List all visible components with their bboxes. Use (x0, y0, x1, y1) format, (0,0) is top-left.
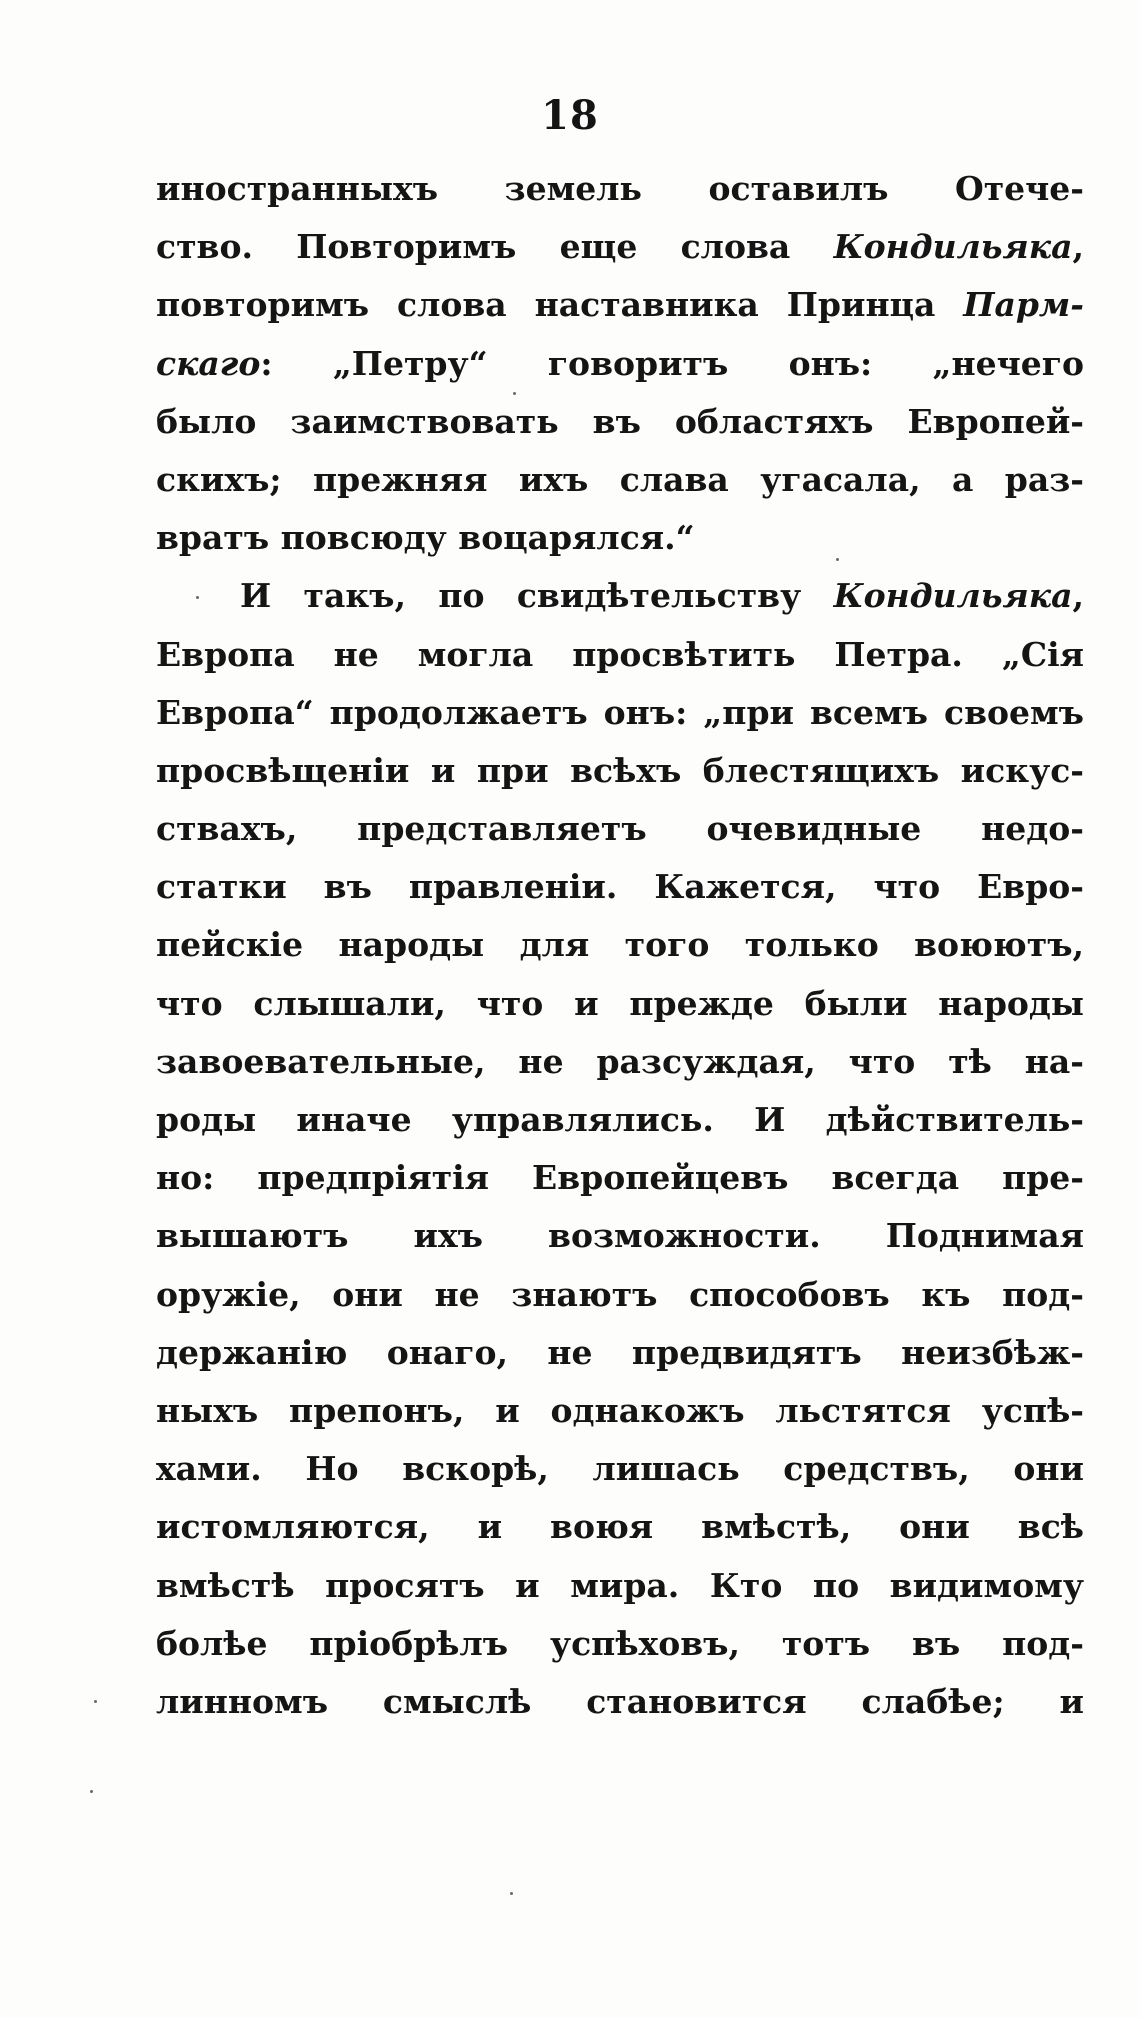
text-segment: : „Петру“ говоритъ онъ: „нечего (260, 343, 1084, 383)
text-segment: , (1072, 576, 1084, 616)
text-segment: ство. Повторимъ еще слова (156, 227, 834, 267)
text-line (156, 1266, 1084, 1324)
body-text (156, 160, 1084, 1731)
text-line (156, 451, 1084, 509)
text-line (156, 276, 1084, 334)
italic-text-segment: Кондильяка (833, 227, 1073, 267)
text-segment: вратъ повсюду воцарялся.“ (156, 518, 695, 558)
text-line (156, 1557, 1084, 1615)
text-segment: статки въ правленіи. Кажется, что Евро- (156, 867, 1084, 907)
print-speck (836, 558, 839, 561)
text-line (156, 1673, 1084, 1731)
text-segment: просвѣщеніи и при всѣхъ блестящихъ искус- (156, 750, 1084, 790)
text-line (156, 684, 1084, 742)
text-segment: пейскіе народы для того только воюютъ, (156, 925, 1084, 965)
text-segment: иностранныхъ земель оставилъ Отече- (156, 169, 1084, 208)
text-segment: Европа“ продолжаетъ онъ: „при всемъ своемъ (156, 692, 1084, 732)
italic-text-segment: Парм- (963, 285, 1084, 325)
text-line (156, 1382, 1084, 1440)
text-line (156, 160, 1084, 218)
text-line (156, 916, 1084, 974)
print-speck (510, 1892, 513, 1895)
text-line (156, 1149, 1084, 1207)
text-segment: , (1072, 227, 1084, 267)
text-segment: ствахъ, представляетъ очевидные недо- (156, 809, 1084, 849)
text-line (156, 626, 1084, 684)
text-line (156, 1207, 1084, 1265)
text-line (156, 567, 1084, 625)
text-line (156, 1615, 1084, 1673)
text-line (156, 1440, 1084, 1498)
text-segment: держанію онаго, не предвидятъ неизбѣж- (156, 1332, 1084, 1372)
page-number: 18 (541, 92, 599, 139)
text-segment: хами. Но вскорѣ, лишась средствъ, они (156, 1449, 1084, 1489)
text-segment: завоевательные, не разсуждая, что тѣ на- (156, 1041, 1084, 1081)
text-line (156, 800, 1084, 858)
text-line (156, 218, 1084, 276)
text-segment: вышаютъ ихъ возможности. Поднимая (156, 1216, 1084, 1256)
text-line (156, 1033, 1084, 1091)
italic-text-segment: скаго (156, 343, 261, 383)
text-line (156, 742, 1084, 800)
text-segment: повторимъ слова наставника Принца (156, 285, 964, 325)
text-segment: роды иначе управлялись. И дѣйствитель- (156, 1100, 1084, 1139)
print-speck (196, 596, 199, 599)
text-segment: оружіе, они не знаютъ способовъ къ под- (156, 1274, 1084, 1314)
text-line (156, 1498, 1084, 1556)
print-speck (90, 1790, 93, 1793)
text-line (156, 975, 1084, 1033)
text-segment: И такъ, по свидѣтельству (240, 576, 834, 616)
text-line (156, 509, 1084, 567)
text-line (156, 1091, 1084, 1149)
text-segment: вмѣстѣ просятъ и мира. Кто по видимому (156, 1565, 1084, 1605)
text-segment: было заимствовать въ областяхъ Европей- (156, 401, 1084, 441)
text-segment: Европа не могла просвѣтить Петра. „Сія (156, 634, 1084, 674)
text-line (156, 393, 1084, 451)
text-segment: что слышали, что и прежде были народы (156, 983, 1084, 1023)
text-line (156, 1324, 1084, 1382)
text-line (156, 335, 1084, 393)
text-line (156, 858, 1084, 916)
print-speck (513, 392, 516, 395)
text-segment: истомляются, и воюя вмѣстѣ, они всѣ (156, 1507, 1084, 1547)
text-segment: болѣе пріобрѣлъ успѣховъ, тотъ въ под- (156, 1623, 1084, 1663)
text-segment: скихъ; прежняя ихъ слава угасала, а раз- (156, 459, 1084, 499)
text-segment: но: предпріятія Европейцевъ всегда пре- (156, 1158, 1084, 1198)
text-segment: ныхъ препонъ, и однакожъ льстятся успѣ- (156, 1390, 1084, 1430)
text-segment: линномъ смыслѣ становится слабѣе; и (156, 1681, 1084, 1721)
italic-text-segment: Кондильяка (833, 576, 1073, 616)
print-speck (94, 1700, 97, 1703)
